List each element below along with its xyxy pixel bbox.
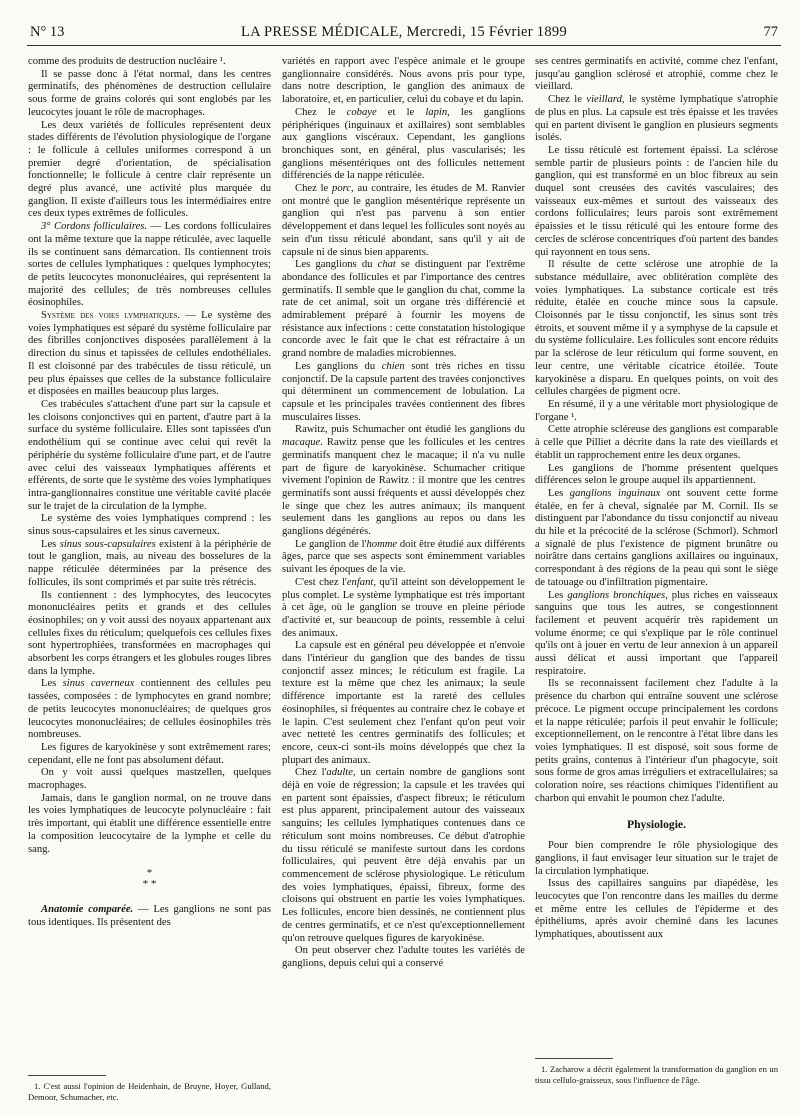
paragraph: On y voit aussi quelques mastzellen, quelques macrophages. [28, 767, 271, 792]
footnote-text: 1. C'est aussi l'opinion de Heidenhain, de Bruyne, Hoyer, Gulland, Demoor, Schumacher, etc. [28, 1081, 271, 1102]
paragraph: Les sinus sous-capsulaires existent à la périphérie de tout le ganglion, mais, au niveau des bosselures de la nappe réticulée déterminées par la présence des follicules, ils sont comprimés et par suite très rétrécis. [28, 538, 271, 588]
column-1 [28, 56, 271, 1101]
paragraph: Le tissu réticulé est fortement épaissi. La sclérose semble partir de plusieurs points : de l'ancien hile du ganglion, qui est transformé en un bloc fibreux au sein duquel sont creusées des cavités vasculaires; des vaisseaux eux-mêmes et surtout des vaisseaux des cordons folliculaires; leurs parois sont extrêmement épaissies et le tissu réticulé qui les entoure forme des cercles de sclérose concentriques d'où partent des bandes qui rayonnent en tous sens. [535, 144, 778, 258]
paragraph: Ils contiennent : des lymphocytes, des leucocytes mononucléaires petits et grands et des cellules éosinophiles; on y voit aussi des noyaux appartenant aux cellules fixes du réticulum; quelquefois ces cellules fixes sont hypertrophiées, transformées en macrophages qui absorbent les corps étrangers et les globules rouges libres dans la lymphe. [28, 589, 271, 677]
page-number: 77 [763, 24, 778, 40]
paragraph: Cette atrophie scléreuse des ganglions est comparable à celle que Pilliet a décrite dans la rate des vieillards et établit un rapprochement entre les deux organes. [535, 424, 778, 461]
paragraph: Il résulte de cette sclérose une atrophie de la substance médullaire, avec oblitération complète des voies lymphatiques. La substance corticale est très réduite, étalée en couche mince sous la capsule. Cloisonnés par le tissu conjonctif, les sinus sont très étroits, et souvent même il y a symphyse de la capsule et du système folliculaire. Les follicules sont encore réduits par la sclérose de leur réticulum qui forme souvent, en leur centre, une véritable cicatrice étoilée. Toute karyokinèse a disparu. En quelques points, on voit des cellules chargées de pigment ocre. [535, 259, 778, 398]
paragraph: Les ganglions bronchiques, plus riches en vaisseaux sanguins que tous les autres, se congestionnent facilement et peuvent acquérir très rapidement un volume énorme; ce qui s'explique par le rôle continuel qu'ils ont à jouer en vertu de leur annexion à un appareil aussi délicat et aussi important que l'appareil respiratoire. [535, 589, 778, 677]
paragraph: Le système des voies lymphatiques comprend : les sinus sous-capsulaires et les sinus caverneux. [28, 513, 271, 538]
paragraph: Les ganglions du chat se distinguent par l'extrême abondance des follicules et par l'importance des centres germinatifs. Il semble que le ganglion du chat, comme la rate de cet animal, soit un organe très différencié et admirablement préparé à fournir les moyens de résistance aux infections : cette constatation histologique concorde avec le fait que le chat est réfractaire à un grand nombre de maladies microbiennes. [282, 259, 525, 360]
paragraph: ses centres germinatifs en activité, comme chez l'enfant, jusqu'au ganglion sclérosé et atrophié, comme chez le vieillard. [535, 56, 778, 93]
paragraph: Les ganglions du chien sont très riches en tissu conjonctif. De la capsule partent des travées conjonctives qui déterminent un commencement de lobulation. La capsule et les principales travées contiennent des fibres musculaires lisses. [282, 360, 525, 423]
section-separator: * * * [142, 867, 157, 891]
journal-title: LA PRESSE MÉDICALE, Mercredi, 15 Février 1899 [240, 24, 568, 40]
paragraph: comme des produits de destruction nucléaire ¹. [28, 56, 226, 67]
paragraph: Ils se reconnaissent facilement chez l'adulte à la présence du charbon qui entraîne souvent une sclérose précoce. Le pigment occupe principalement les cordons et la nappe réticulée; parfois il peut envahir le follicule; exceptionnellement, on le rencontre à l'état libre dans les voies lymphatiques. Il est disposé, soit sous forme de petits grains, contenus à l'intérieur d'un phagocyte, soit sous forme de gros amas irréguliers et extracellulaires; sa coloration noire, ses réactions chimiques l'identifient au charbon qui envahit le poumon chez l'adulte. [535, 678, 778, 804]
paragraph: Anatomie comparée. — Les ganglions ne sont pas tous identiques. Ils présentent des [28, 904, 271, 928]
column-2 [282, 56, 525, 1101]
paragraph: Pour bien comprendre le rôle physiologique des ganglions, il faut envisager leur situation sur le trajet de la circulation lymphatique. [535, 840, 778, 877]
paragraph: Les ganglions de l'homme présentent quelques différences selon le groupe auquel ils appartiennent. [535, 462, 778, 487]
paragraph: Le ganglion de l'homme doit être étudié aux différents âges, parce que ses aspects sont éminemment variables suivant les époques de la vie. [282, 538, 525, 576]
paragraph: Jamais, dans le ganglion normal, on ne trouve dans les voies lymphatiques de leucocyte polynucléaire : fait très important, qui établit une différence essentielle entre la composition leucocytaire de la lymphe et celle du sang. [28, 792, 271, 855]
footnote-rule [28, 1075, 106, 1076]
section-heading: Physiologie. [627, 818, 686, 832]
paragraph: Chez le cobaye et le lapin, les ganglions périphériques (inguinaux et axillaires) sont semblables aux ganglions viscéraux. Cependant, les ganglions bronchiques sont, en général, plus vascularisés; les ganglions mésentériques ont des follicules nettement différenciés de la nappe réticulée. [282, 106, 525, 182]
paragraph: Les figures de karyokinèse y sont extrêmement rares; cependant, elle ne font pas absolument défaut. [28, 741, 271, 766]
paragraph: variétés en rapport avec l'espèce animale et le groupe ganglionnaire considérés. Nous avons pris pour type, dans notre description, le ganglion des animaux de laboratoire, et, en particulier, celui du cobaye et du lapin. [282, 56, 525, 106]
footnote-col1 [28, 1075, 271, 1102]
paragraph: Les sinus caverneux contiennent des cellules peu tassées, composées : de lymphocytes en grand nombre; de petits leucocytes mononucléaires; de quelques gros leucocytes mononucléaires; de cellules éosinophiles très nombreuses. [28, 678, 271, 741]
paragraph: Issus des capillaires sanguins par diapédèse, les leucocytes que l'on rencontre dans les mailles du derme et même entre les cellules de l'épiderme et des épithéliums, après avoir cheminé dans les lacunes lymphatiques, aboutissent aux [535, 878, 778, 941]
subsection-title: Système des voies lymphatiques. [41, 310, 181, 322]
paragraph: C'est chez l'enfant, qu'il atteint son développement le plus complet. Le système lymphatique est très important à cet âge, où le ganglion se trouve en pleine période d'activité et, sur beaucoup de points, ressemble à celui des animaux. [282, 576, 525, 639]
header-rule [27, 45, 781, 46]
paragraph: Il se passe donc à l'état normal, dans les centres germinatifs, des phénomènes de destruction cellulaire sous forme de grains colorés qui sont englobés par les leucocytes jouant le rôle de macrophages. [28, 68, 271, 118]
paragraph: Les ganglions inguinaux ont souvent cette forme étalée, en fer à cheval, signalée par M. Cornil. Ils se distinguent par l'abondance du tissu conjonctif au niveau du hile et la précocité de la sclérose (Schmorl). Schmorl a signalé de plus l'existence de pigment brunâtre ou noirâtre dans certains ganglions axillaires ou inguinaux, correspondant à des régions de la peau qui sont le siège de tatouage ou d'infiltration pigmentaire. [535, 487, 778, 588]
paragraph: Ces trabécules s'attachent d'une part sur la capsule et les cloisons conjonctives qui en partent, d'autre part à la surface du système folliculaire. Elles sont tapissées d'un endothélium qui se continue avec celui qui revêt la périphérie du système folliculaire d'une part, et de l'autre avec celui des vaisseaux lymphatiques afférents et efférents, de sorte que le système des voies lymphatiques intra-ganglionnaires constitue une véritable cavité placée sur le trajet de la circulation de la lymphe. [28, 398, 271, 512]
paragraph: Chez le porc, au contraire, les études de M. Ranvier ont montré que le ganglion mésentérique représente un ganglion qui n'est pas parvenu à son entier développement et dans lequel les follicules sont noyés au sein d'un tissu réticulé abondant, sans qu'il y ait de capsule ni de sinus bien apparents. [282, 183, 525, 258]
footnote-col3 [535, 1058, 778, 1085]
subsection-title: 3° Cordons folliculaires. [41, 221, 148, 233]
footnote-rule [535, 1058, 613, 1059]
column-3 [535, 56, 778, 1101]
section-title: Anatomie comparée. [41, 904, 134, 916]
paragraph: Rawitz, puis Schumacher ont étudié les ganglions du macaque. Rawitz pense que les follicules et les centres germinatifs manquent chez le macaque; il n'a vu nulle part de figure de karyokinèse. Schumacher critique vivement l'opinion de Rawitz : il montre que les centres germinatifs sont aussi fréquents et aussi développés chez le singe que chez les autres animaux; ils manquent seulement dans les ganglions au repos ou dans les ganglions dégénérés. [282, 424, 525, 538]
paragraph: Chez l'adulte, un certain nombre de ganglions sont déjà en voie de régression; la capsule et les travées qui en partent sont épaissies, d'aspect fibreux; le réticulum est plus apparent, principalement autour des vaisseaux sanguins; les cellules lymphatiques contenues dans ce réticulum sont moins nombreuses. Ce début d'atrophie du tissu réticulé se manifeste surtout dans les cordons folliculaires, qui peuvent être déjà envahis par un commencement de sclérose physiologique. Le réticulum des voies lymphatiques, épaissi, fibreux, forme des cloisons qui obstruent en partie les voies lymphatiques. Les follicules, encore bien dessinés, ne contiennent plus de centres germinatifs, et ce n'est qu'exceptionnellement qu'on retrouve quelques figures de karyokinèse. [282, 767, 525, 944]
page-header [30, 24, 778, 44]
paragraph: Les deux variétés de follicules représentent deux stades différents de l'évolution physiologique de l'organe : le follicule à cellules uniformes correspond à un premier degré d'orientation, de spécialisation fonctionnelle; le follicule à centre clair représente un degré plus avancé, une activité plus marquée du ganglion. Il existe d'ailleurs tous les intermédiaires entre ces deux types extrêmes de follicules. [28, 119, 271, 220]
paragraph: La capsule est en général peu développée et n'envoie dans l'intérieur du ganglion que des bandes de tissu conjonctif assez minces; le réticulum est fragile. La texture est la même que chez les animaux; la seule différence importante est la rareté des cellules éosinophiles, si fréquentes au contraire chez le cobaye et le lapin. C'est seulement chez l'enfant qu'on peut voir avec netteté les centres germinatifs des follicules; et encore, ceux-ci sont-ils moins développés que chez la plupart des animaux. [282, 640, 525, 766]
issue-number: N° 13 [30, 24, 65, 40]
paragraph: Système des voies lymphatiques. — Le système des voies lymphatiques est séparé du système folliculaire par des fibrilles conjonctives disposées parallèlement à la direction du sinus et tapissées de cellules endothéliales. Il est cloisonné par des trabécules de tissu réticulé, un peu plus épaisses que celles de la substance folliculaire et disposées en mailles beaucoup plus larges. [28, 310, 271, 398]
paragraph: On peut observer chez l'adulte toutes les variétés de ganglions, depuis celui qui a conservé [282, 945, 525, 969]
paragraph: Chez le vieillard, le système lymphatique s'atrophie de plus en plus. La capsule est très épaisse et les travées qui en partent divisent le ganglion en plusieurs segments isolés. [535, 94, 778, 144]
paragraph: En résumé, il y a une véritable mort physiologique de l'organe ¹. [535, 398, 778, 423]
footnote-text: 1. Zacharow a décrit également la transformation du ganglion en un tissu cellulo-graisseux, sous l'influence de l'âge. [535, 1064, 778, 1085]
paragraph: 3° Cordons folliculaires. — Les cordons folliculaires ont la même texture que la nappe réticulée, avec laquelle ils se continuent sans démarcation. Ils contiennent trois sortes de cellules lymphatiques : quelques lymphocytes; de petits leucocytes mononucléaires, qui représentent la majorité des cellules; de très nombreuses cellules éosinophiles. [28, 221, 271, 309]
